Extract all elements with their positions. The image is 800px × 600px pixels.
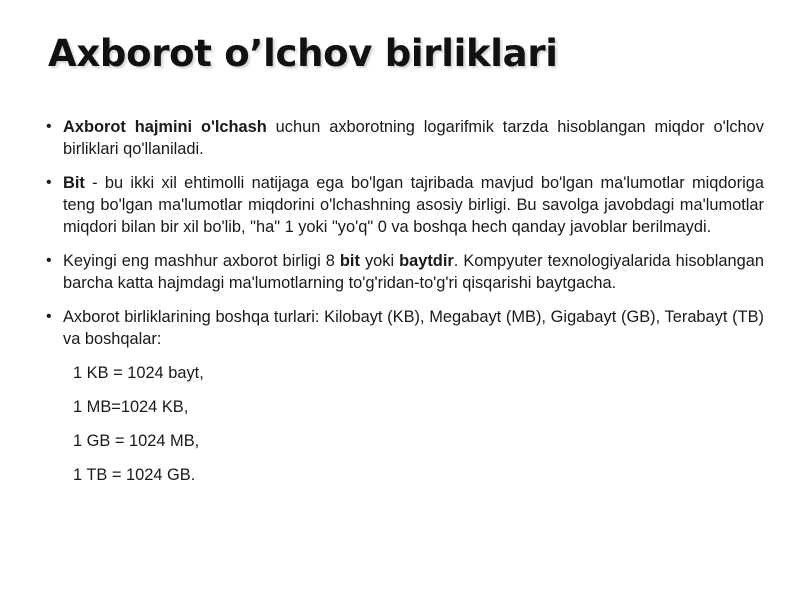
- bullet-dot: •: [46, 308, 52, 325]
- bullet-dot: •: [46, 174, 52, 191]
- bullet-bold-text: Axborot hajmini o'lchash: [63, 118, 267, 136]
- bullet-text: uchun axborotning logarifmik tarzda hisoblangan miqdor o'lchov birliklari qo'llaniladi.: [63, 118, 764, 158]
- unit-equation: 1 MB=1024 KB,: [73, 398, 189, 416]
- unit-equation: 1 KB = 1024 bayt,: [73, 364, 204, 382]
- unit-equation: 1 GB = 1024 MB,: [73, 432, 200, 450]
- bullet-item-bit: [46, 172, 764, 238]
- unit-equation: 1 TB = 1024 GB.: [73, 466, 196, 484]
- bullet-text: Keyingi eng mashhur axborot birligi 8: [63, 252, 340, 270]
- slide-title: Axborot o’lchov birliklari: [48, 32, 558, 75]
- bullet-item-byte: [46, 250, 764, 294]
- bullet-bold-text: baytdir: [399, 252, 454, 270]
- slide-content: [46, 116, 764, 498]
- bullet-text: - bu ikki xil ehtimolli natijaga ega bo'lgan tajribada mavjud bo'lgan ma'lumotlar miqdoriga teng bo'lgan ma'lumotlar miqdorini o'lchashning asosiy birligi. Bu savolga javobdagi ma'lumotlar miqdori bilan bir xil bo'lib, "ha" 1 yoki "yo'q" 0 va boshqa hech qanday javoblar berilmaydi.: [63, 174, 764, 236]
- bullet-item-other-units: [46, 306, 764, 350]
- bullet-text: Axborot birliklarining boshqa turlari: Kilobayt (KB), Megabayt (MB), Gigabayt (GB), Terabayt (TB) va boshqalar:: [63, 308, 764, 348]
- bullet-bold-text: bit: [339, 252, 360, 270]
- bullet-bold-text: Bit: [63, 174, 85, 192]
- bullet-item-measurement: [46, 116, 764, 160]
- bullet-dot: •: [46, 252, 52, 269]
- bullet-dot: •: [46, 118, 52, 135]
- bullet-text: yoki: [359, 252, 400, 270]
- bullet-text: . Kompyuter texnologiyalarida hisoblangan barcha katta hajmdagi ma'lumotlarning to'g'ridan-to'g'ri qisqarishi baytgacha.: [63, 252, 764, 292]
- unit-equation-list: [46, 362, 764, 486]
